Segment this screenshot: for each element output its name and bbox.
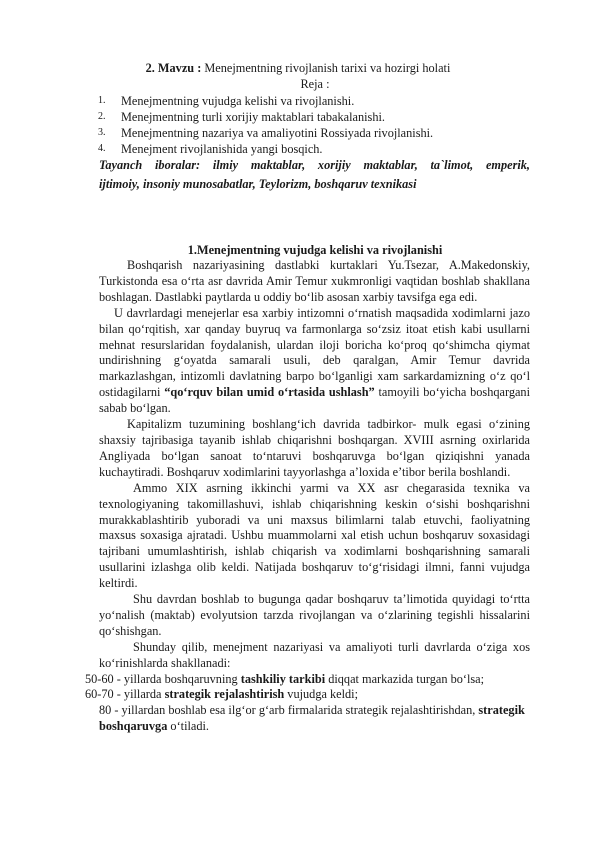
paragraph-2-quote: “qo‘rquv bilan umid o‘rtasida ushlash” (164, 385, 375, 400)
paragraph-3: Kapitalizm tuzumining boshlang‘ich davrida tadbirkor- mulk egasi o‘zining shaxsiy tajribasiga tayanib ishlab chiqarishni boshqargan. XVIII asrning oxirlarida Angliyada bo‘lgan sanoat to‘ntaruvi boshqaruvga bo‘lgan qiziqishni yanada kuchaytiradi. Boshqaruv xodimlarini tayyorlashga a’loxida e’tibor berila boshlandi. (99, 417, 530, 479)
plan-list (98, 93, 538, 157)
period-line-2 (85, 687, 530, 703)
plan-item-text: Menejment rivojlanishida yangi bosqich. (121, 142, 323, 156)
plan-item (98, 109, 538, 125)
plan-item (98, 125, 538, 141)
period-line-2-text-a: 60-70 - yillarda (85, 687, 165, 702)
plan-item (98, 93, 538, 109)
period-line-1-text-b: diqqat markazida turgan bo‘lsa; (325, 671, 485, 686)
period-line-1-bold: tashkiliy tarkibi (240, 671, 326, 686)
topic-title-line (0, 60, 596, 76)
paragraph-1: Boshqarish nazariyasining dastlabki kurtaklari Yu.Tsezar, A.Makedonskiy, Turkistonda esa o‘rta asr davrida Amir Temur xukmronligi vaqtidan boshlab shakllana boshlagan. Dastlabki paytlarda u oddiy bo‘lib asosan xarbiy tavsifga ega edi. (99, 258, 530, 304)
section-body (85, 258, 530, 735)
plan-item (98, 141, 538, 157)
paragraph-2-text-b: tamoyili bo‘yicha boshqargani sabab bo‘lgan. (99, 385, 530, 416)
plan-item-text: Menejmentning turli xorijiy maktablari tabakalanishi. (121, 110, 385, 124)
period-line-1-text-a: 50-60 - yillarda boshqaruvning (85, 671, 241, 686)
period-line-1 (85, 672, 530, 688)
section-title: 1.Menejmentning vujudga kelishi va rivojlanishi (187, 243, 443, 257)
paragraph-6: Shunday qilib, menejment nazariyasi va amaliyoti turli davrlarda o‘ziga xos ko‘rinishlarda shakllanadi: (99, 639, 530, 670)
period-line-2-bold: strategik rejalashtirish (164, 687, 285, 702)
paragraph-5: Shu davrdan boshlab to bugunga qadar boshqaruv ta’limotida quyidagi to‘rtta yo‘nalish (maktab) evolyutsion tarzda rivojlangan va o‘zlarining tegishli hissalarini qo‘shishgan. (99, 592, 530, 638)
keywords-line-1: Tayanch iboralar: ilmiy maktablar, xorijiy maktablar, ta`limot, emperik, (99, 158, 530, 172)
paragraph-4: Ammo XIX asrning ikkinchi yarmi va XX asr chegarasida texnika va texnologiyaning takomillashuvi, ishlab chiqarishning keskin o‘sishi boshqarishni murakkablashtirib yuboradi va uni maxsus bilimlarni talab etuvchi, faoliyatning maxsus soxasiga ajratadi. Ushbu muammolarni xal etish uchun boshqaruv soxasidagi tajribani umumlashtirish, ishlab chiqarish va xodimlarni boshqarishning samarali usullarini izlashga olib keldi. Natijada boshqaruv to‘g‘risidagi ilmni, fanni vujudga keltirdi. (99, 480, 530, 591)
keywords-line-2: ijtimoiy, insoniy munosabatlar, Teylorizm, boshqaruv texnikasi (99, 177, 417, 191)
period-line-3-bold: strategik boshqaruvga (99, 703, 525, 734)
topic-title: Menejmentning rivojlanish tarixi va hozirgi holati (201, 61, 451, 75)
paragraph-2-text-a: U davrlardagi menejerlar esa xarbiy intizomni o‘rnatish maqsadida xodimlarni jazo bilan qo‘rqitish, xar qanday buyruq va farmonlarga so‘zsiz itoat etish kabi usullarni mehnat resurslaridan foydalanish, ulardan iloji boricha ko‘proq qo‘shimcha qiymat undirishning g‘oyatda samarali usuli, deb qaralgan, Amir Temur davrida markazlashgan, intizomli davlatning barpo bo‘lganligi xam sarkardamizning o‘z qo‘l ostidagilarni (99, 305, 530, 400)
plan-item-text: Menejmentning nazariya va amaliyotini Rossiyada rivojlanishi. (121, 126, 434, 140)
topic-number: 2. Mavzu : (145, 61, 202, 75)
plan-item-text: Menejmentning vujudga kelishi va rivojlanishi. (121, 94, 355, 108)
paragraph-2 (99, 306, 530, 417)
period-line-2-text-b: vujudga keldi; (284, 687, 359, 702)
plan-label: Reja : (300, 77, 330, 91)
keywords-block (99, 156, 530, 194)
plan-item-number: 1. (98, 95, 106, 106)
period-line-3-text-a: 80 - yillardan boshlab esa ilg‘or g‘arb firmalarida strategik rejalashtirishdan, (99, 703, 479, 718)
period-line-3 (99, 703, 530, 735)
plan-item-number: 2. (98, 111, 106, 122)
plan-item-number: 3. (98, 127, 106, 138)
period-line-3-text-b: o‘tiladi. (167, 719, 210, 734)
plan-item-number: 4. (98, 143, 106, 154)
